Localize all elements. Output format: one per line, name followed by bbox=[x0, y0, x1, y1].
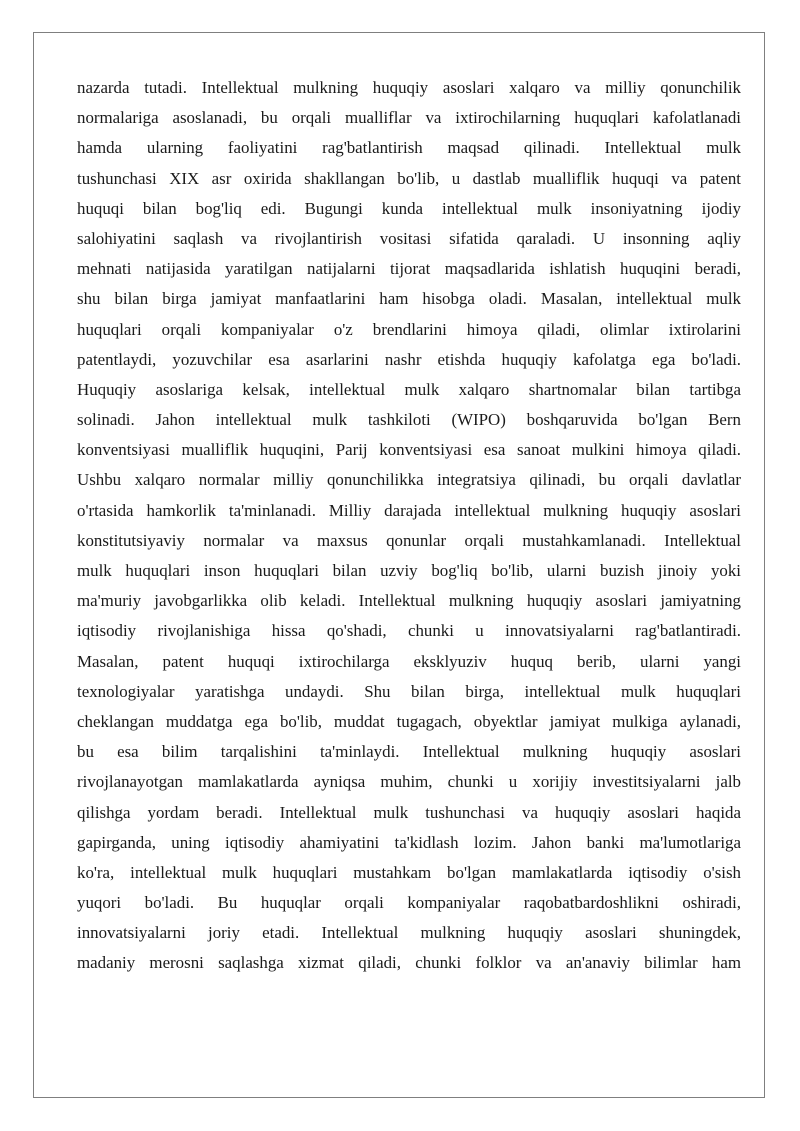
text-line: Ushbu xalqaro normalar milliy qonunchilikka integratsiya qilinadi, bu orqali davlatlar bbox=[77, 470, 741, 490]
text-line: mulk huquqlari inson huquqlari bilan uzviy bog'liq bo'lib, ularni buzish jinoiy yoki bbox=[77, 561, 741, 580]
text-line: konventsiyasi mualliflik huquqini, Parij konventsiyasi esa sanoat mulkini himoya qiladi. bbox=[77, 440, 741, 460]
text-line: shu bilan birga jamiyat manfaatlarini ham hisobga oladi. Masalan, intellektual mulk bbox=[77, 289, 741, 309]
text-line: hamda ularning faoliyatini rag'batlantirish maqsad qilinadi. Intellektual mulk bbox=[77, 138, 741, 158]
text-line: ma'muriy javobgarlikka olib keladi. Intellektual mulkning huquqiy asoslari jamiyatning bbox=[77, 591, 741, 611]
text-line: Masalan, patent huquqi ixtirochilarga eksklyuziv huquq berib, ularni yangi bbox=[77, 651, 741, 671]
document-body bbox=[77, 73, 741, 979]
text-line: qilishga yordam beradi. Intellektual mulk tushunchasi va huquqiy asoslari haqida bbox=[77, 802, 741, 822]
text-line: konstitutsiyaviy normalar va maxsus qonunlar orqali mustahkamlanadi. Intellektual bbox=[77, 530, 741, 550]
text-line: nazarda tutadi. Intellektual mulkning huquqiy asoslari xalqaro va milliy qonunchilik bbox=[77, 78, 741, 97]
text-line: Huquqiy asoslariga kelsak, intellektual mulk xalqaro shartnomalar bilan tartibga bbox=[77, 379, 741, 399]
text-line: rivojlanayotgan mamlakatlarda ayniqsa muhim, chunki u xorijiy investitsiyalarni jalb bbox=[77, 772, 741, 792]
text-line: madaniy merosni saqlashga xizmat qiladi, chunki folklor va an'anaviy bilimlar ham bbox=[77, 953, 741, 973]
text-line: patentlaydi, yozuvchilar esa asarlarini nashr etishda huquqiy kafolatga ega bo'ladi. bbox=[77, 349, 741, 369]
text-line: innovatsiyalarni joriy etadi. Intellektual mulkning huquqiy asoslari shuningdek, bbox=[77, 923, 741, 943]
text-line: solinadi. Jahon intellektual mulk tashkiloti (WIPO) boshqaruvida bo'lgan Bern bbox=[77, 410, 741, 430]
text-line: salohiyatini saqlash va rivojlantirish vositasi sifatida qaraladi. U insonning aqliy bbox=[77, 228, 741, 248]
text-line: gapirganda, uning iqtisodiy ahamiyatini ta'kidlash lozim. Jahon banki ma'lumotlariga bbox=[77, 832, 741, 852]
text-line: normalariga asoslanadi, bu orqali mualliflar va ixtirochilarning huquqlari kafolatlanadi bbox=[77, 108, 741, 128]
text-line: yuqori bo'ladi. Bu huquqlar orqali kompaniyalar raqobatbardoshlikni oshiradi, bbox=[77, 893, 741, 913]
text-line: cheklangan muddatga ega bo'lib, muddat tugagach, obyektlar jamiyat mulkiga aylanadi, bbox=[77, 711, 741, 731]
text-line: mehnati natijasida yaratilgan natijalarni tijorat maqsadlarida ishlatish huquqini beradi, bbox=[77, 259, 741, 279]
text-line: ko'ra, intellektual mulk huquqlari mustahkam bo'lgan mamlakatlarda iqtisodiy o'sish bbox=[77, 862, 741, 882]
text-line: bu esa bilim tarqalishini ta'minlaydi. Intellektual mulkning huquqiy asoslari bbox=[77, 742, 741, 762]
text-line: iqtisodiy rivojlanishiga hissa qo'shadi, chunki u innovatsiyalarni rag'batlantiradi. bbox=[77, 621, 741, 641]
text-line: huquqlari orqali kompaniyalar o'z brendlarini himoya qiladi, olimlar ixtirolarini bbox=[77, 319, 741, 339]
text-line: o'rtasida hamkorlik ta'minlanadi. Milliy darajada intellektual mulkning huquqiy asoslari bbox=[77, 500, 741, 520]
text-line: huquqi bilan bog'liq edi. Bugungi kunda intellektual mulk insoniyatning ijodiy bbox=[77, 198, 741, 218]
text-line: texnologiyalar yaratishga undaydi. Shu bilan birga, intellektual mulk huquqlari bbox=[77, 681, 741, 701]
text-line: tushunchasi XIX asr oxirida shakllangan bo'lib, u dastlab mualliflik huquqi va patent bbox=[77, 168, 741, 188]
